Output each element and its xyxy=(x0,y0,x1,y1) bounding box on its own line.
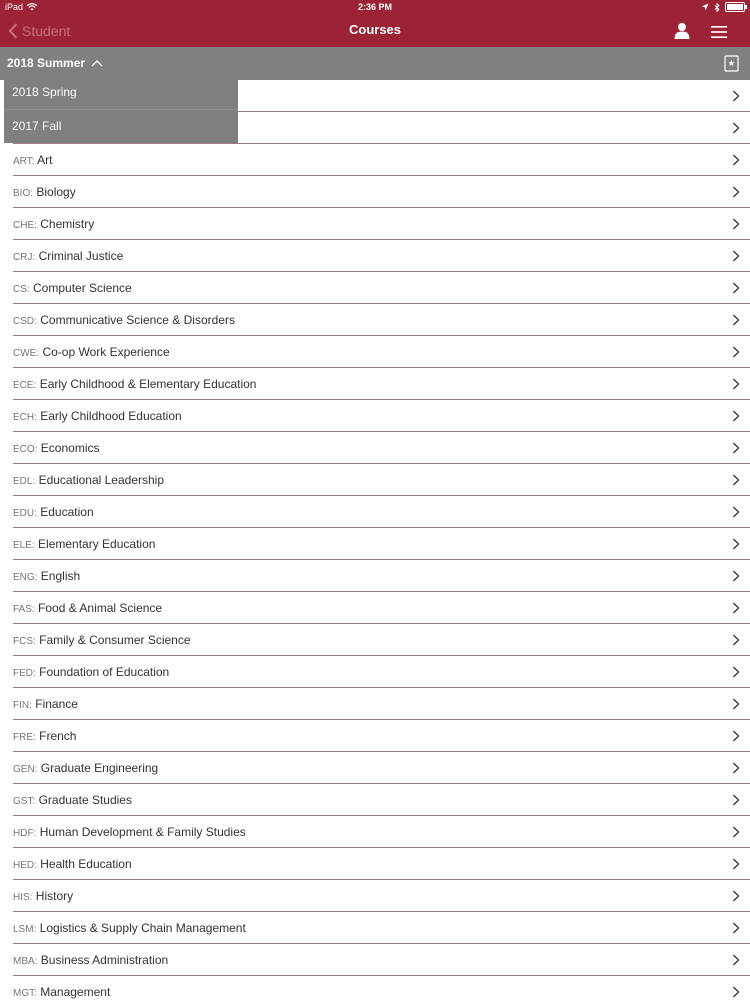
course-label xyxy=(13,953,168,967)
course-name: History xyxy=(35,889,74,903)
course-row[interactable] xyxy=(13,848,750,880)
term-option-fall-2017[interactable]: 2017 Fall xyxy=(12,119,62,133)
course-label xyxy=(13,345,170,359)
course-code: HED: xyxy=(13,860,37,871)
term-option-spring-2018[interactable]: 2018 Spring xyxy=(12,85,77,99)
chevron-right-icon xyxy=(732,890,740,902)
course-row[interactable] xyxy=(13,528,750,560)
chevron-right-icon xyxy=(732,474,740,486)
course-code: GST: xyxy=(13,796,36,807)
course-label xyxy=(13,569,80,583)
course-label xyxy=(13,889,73,903)
course-row[interactable] xyxy=(13,144,750,176)
status-bar xyxy=(0,0,750,14)
course-name: Early Childhood Education xyxy=(40,409,182,423)
course-row[interactable] xyxy=(13,912,750,944)
course-row[interactable] xyxy=(13,368,750,400)
course-name: Finance xyxy=(35,697,78,711)
course-row[interactable] xyxy=(13,432,750,464)
course-label xyxy=(13,217,94,231)
course-code: ART: xyxy=(13,156,35,167)
course-code: ECE: xyxy=(13,380,37,391)
course-code: CSD: xyxy=(13,316,37,327)
term-selector[interactable] xyxy=(7,56,103,70)
bluetooth-icon xyxy=(714,3,720,12)
chevron-right-icon xyxy=(732,186,740,198)
course-label xyxy=(13,153,53,167)
course-row[interactable] xyxy=(13,944,750,976)
course-code: LSM: xyxy=(13,924,37,935)
course-row[interactable] xyxy=(13,272,750,304)
course-name: Human Development & Family Studies xyxy=(39,825,246,839)
course-name: Criminal Justice xyxy=(38,249,124,263)
course-label xyxy=(13,281,132,295)
chevron-up-icon xyxy=(91,59,103,67)
chevron-right-icon xyxy=(732,698,740,710)
course-name: Health Education xyxy=(40,857,132,871)
chevron-right-icon xyxy=(732,762,740,774)
status-time: 2:36 PM xyxy=(357,2,392,12)
course-label xyxy=(13,921,246,935)
course-row[interactable] xyxy=(13,688,750,720)
course-label xyxy=(13,473,164,487)
chevron-right-icon xyxy=(732,826,740,838)
course-code: CS: xyxy=(13,284,30,295)
term-bar xyxy=(0,47,750,80)
course-name: Family & Consumer Science xyxy=(39,633,191,647)
course-name: Educational Leadership xyxy=(38,473,165,487)
chevron-right-icon xyxy=(732,314,740,326)
course-row[interactable] xyxy=(13,752,750,784)
course-code: ELE: xyxy=(13,540,35,551)
chevron-right-icon xyxy=(732,986,740,998)
course-code: EDL: xyxy=(13,476,36,487)
course-row[interactable] xyxy=(13,720,750,752)
user-icon[interactable] xyxy=(673,22,691,40)
course-row[interactable] xyxy=(13,336,750,368)
course-code: CWE: xyxy=(13,348,40,359)
course-label xyxy=(13,377,256,391)
course-row[interactable] xyxy=(13,464,750,496)
navigation-bar xyxy=(0,14,750,47)
course-label xyxy=(13,793,132,807)
course-label xyxy=(13,313,235,327)
chevron-right-icon xyxy=(732,154,740,166)
course-name: Elementary Education xyxy=(38,537,156,551)
chevron-right-icon xyxy=(732,282,740,294)
course-row[interactable] xyxy=(13,240,750,272)
chevron-right-icon xyxy=(732,218,740,230)
course-code: FIN: xyxy=(13,700,32,711)
course-label xyxy=(13,441,99,455)
course-label xyxy=(13,409,182,423)
course-label xyxy=(13,249,123,263)
course-row[interactable] xyxy=(13,560,750,592)
course-name: Logistics & Supply Chain Management xyxy=(39,921,246,935)
course-label xyxy=(13,633,191,647)
course-label xyxy=(13,761,158,775)
course-code: HDF: xyxy=(13,828,37,839)
course-row[interactable] xyxy=(13,784,750,816)
chevron-right-icon xyxy=(732,922,740,934)
chevron-right-icon xyxy=(732,378,740,390)
device-label: iPad xyxy=(5,2,24,12)
course-code: CRJ: xyxy=(13,252,36,263)
course-code: FAS: xyxy=(13,604,35,615)
course-row[interactable] xyxy=(13,976,750,1000)
course-name: Foundation of Education xyxy=(39,665,170,679)
course-name: Food & Animal Science xyxy=(38,601,163,615)
top-bar xyxy=(0,0,750,47)
chevron-right-icon xyxy=(732,538,740,550)
course-name: Biology xyxy=(36,185,76,199)
chevron-right-icon xyxy=(732,666,740,678)
course-label xyxy=(13,697,78,711)
chevron-right-icon xyxy=(732,602,740,614)
course-code: CHE: xyxy=(13,220,37,231)
chevron-right-icon xyxy=(732,90,740,102)
course-code: ECH: xyxy=(13,412,37,423)
course-row[interactable] xyxy=(13,208,750,240)
course-row[interactable] xyxy=(13,816,750,848)
course-code: MBA: xyxy=(13,956,38,967)
course-row[interactable] xyxy=(13,304,750,336)
page-title: Courses xyxy=(348,22,402,37)
course-name: Early Childhood & Elementary Education xyxy=(39,377,257,391)
course-row[interactable] xyxy=(13,624,750,656)
course-row[interactable] xyxy=(13,176,750,208)
bookmark-star-icon[interactable] xyxy=(724,55,739,72)
course-label xyxy=(13,601,162,615)
course-code: EDU: xyxy=(13,508,37,519)
term-dropdown xyxy=(4,77,238,143)
chevron-right-icon xyxy=(732,250,740,262)
menu-icon[interactable] xyxy=(709,24,729,40)
chevron-right-icon xyxy=(732,346,740,358)
course-code: FRE: xyxy=(13,732,36,743)
course-label xyxy=(13,505,94,519)
course-name: Graduate Studies xyxy=(38,793,132,807)
course-label xyxy=(13,729,76,743)
course-name: Graduate Engineering xyxy=(40,761,159,775)
chevron-right-icon xyxy=(732,634,740,646)
course-code: FCS: xyxy=(13,636,36,647)
course-row[interactable] xyxy=(13,400,750,432)
course-label xyxy=(13,665,169,679)
course-code: ENG: xyxy=(13,572,38,583)
chevron-right-icon xyxy=(732,506,740,518)
battery-icon xyxy=(725,2,745,12)
course-code: ECO: xyxy=(13,444,38,455)
course-name: Communicative Science & Disorders xyxy=(40,313,235,327)
course-name: Economics xyxy=(40,441,100,455)
back-button-label: Student xyxy=(22,23,71,39)
chevron-right-icon xyxy=(732,730,740,742)
course-label xyxy=(13,985,110,999)
course-label xyxy=(13,825,246,839)
chevron-right-icon xyxy=(732,858,740,870)
location-icon xyxy=(701,3,709,11)
course-row[interactable] xyxy=(13,592,750,624)
course-row[interactable] xyxy=(13,656,750,688)
chevron-right-icon xyxy=(732,122,740,134)
course-code: HIS: xyxy=(13,892,33,903)
course-name: French xyxy=(39,729,77,743)
course-label xyxy=(13,857,132,871)
course-code: BIO: xyxy=(13,188,34,199)
course-name: Education xyxy=(40,505,94,519)
course-label xyxy=(13,537,155,551)
chevron-right-icon xyxy=(732,570,740,582)
chevron-right-icon xyxy=(732,410,740,422)
course-name: Co-op Work Experience xyxy=(42,345,170,359)
course-name: Business Administration xyxy=(40,953,169,967)
course-name: Management xyxy=(40,985,111,999)
course-name: Art xyxy=(37,153,53,167)
course-label xyxy=(13,185,76,199)
chevron-right-icon xyxy=(732,442,740,454)
course-code: FED: xyxy=(13,668,36,679)
course-row[interactable] xyxy=(13,496,750,528)
chevron-right-icon xyxy=(732,954,740,966)
dropdown-divider xyxy=(4,109,238,110)
selected-term: 2018 Summer xyxy=(7,56,86,70)
course-code: MGT: xyxy=(13,988,37,999)
course-name: Computer Science xyxy=(33,281,132,295)
course-row[interactable] xyxy=(13,880,750,912)
course-name: Chemistry xyxy=(40,217,95,231)
course-name: English xyxy=(40,569,81,583)
chevron-right-icon xyxy=(732,794,740,806)
course-code: GEN: xyxy=(13,764,38,775)
course-list xyxy=(0,80,750,1000)
